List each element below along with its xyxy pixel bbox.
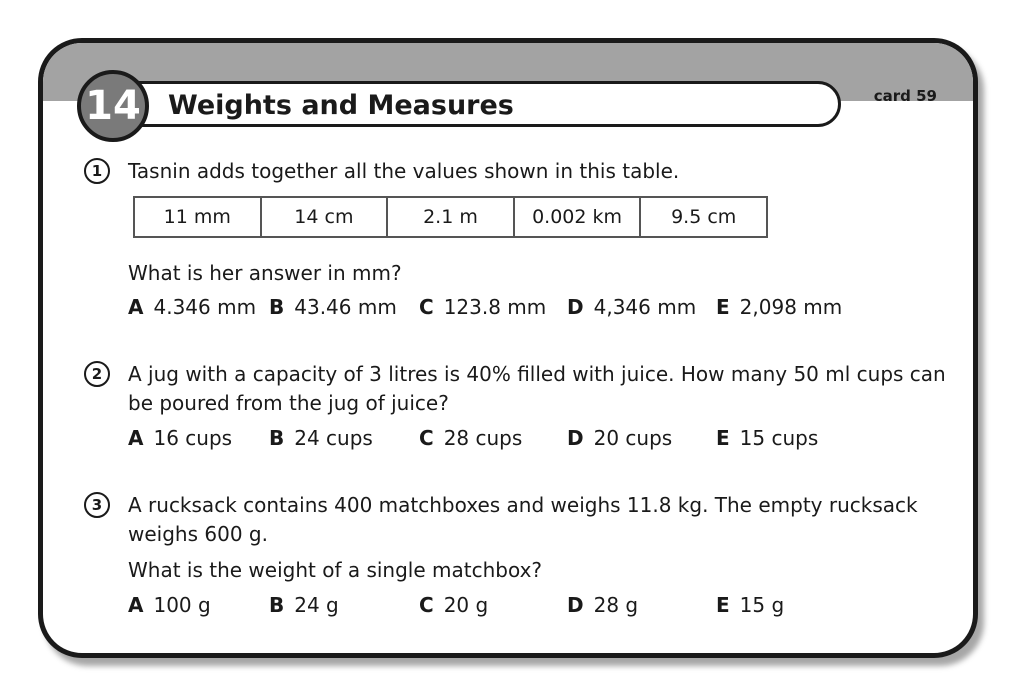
option-d[interactable]: D 20 cups [567, 426, 673, 450]
option-e[interactable]: E 15 g [716, 593, 785, 617]
option-c[interactable]: C 20 g [419, 593, 489, 617]
question-1-text: Tasnin adds together all the values shown in this table. [128, 159, 680, 183]
option-b[interactable]: B 24 cups [269, 426, 373, 450]
section-number-badge: 14 [77, 70, 149, 142]
table-cell: 14 cm [262, 198, 389, 236]
option-a[interactable]: A 16 cups [128, 426, 233, 450]
question-3-prompt: What is the weight of a single matchbox? [128, 558, 543, 582]
option-c[interactable]: C 28 cups [419, 426, 523, 450]
table-cell: 0.002 km [515, 198, 642, 236]
table-cell: 11 mm [135, 198, 262, 236]
question-2-line-2: be poured from the jug of juice? [128, 391, 449, 415]
option-b[interactable]: B 24 g [269, 593, 339, 617]
page-title: Weights and Measures [168, 90, 514, 121]
option-b[interactable]: B 43.46 mm [269, 295, 397, 319]
table-cell: 9.5 cm [671, 206, 737, 228]
option-e[interactable]: E 15 cups [716, 426, 819, 450]
question-3-line-2: weighs 600 g. [128, 522, 268, 546]
question-1-number: 1 [84, 158, 110, 184]
option-a[interactable]: A 100 g [128, 593, 211, 617]
option-d[interactable]: D 4,346 mm [567, 295, 697, 319]
option-c[interactable]: C 123.8 mm [419, 295, 547, 319]
title-bar [103, 81, 841, 127]
option-a[interactable]: A 4.346 mm [128, 295, 257, 319]
values-table [133, 196, 768, 238]
option-d[interactable]: D 28 g [567, 593, 639, 617]
question-card [38, 38, 978, 658]
question-1-prompt: What is her answer in mm? [128, 261, 402, 285]
table-cell: 2.1 m [388, 198, 515, 236]
question-3-line-1: A rucksack contains 400 matchboxes and weighs 11.8 kg. The empty rucksack [128, 493, 918, 517]
question-2-number: 2 [84, 361, 110, 387]
card-reference: card 59 [873, 87, 937, 105]
question-3-number: 3 [84, 492, 110, 518]
option-e[interactable]: E 2,098 mm [716, 295, 843, 319]
question-2-line-1: A jug with a capacity of 3 litres is 40% filled with juice. How many 50 ml cups can [128, 362, 946, 386]
